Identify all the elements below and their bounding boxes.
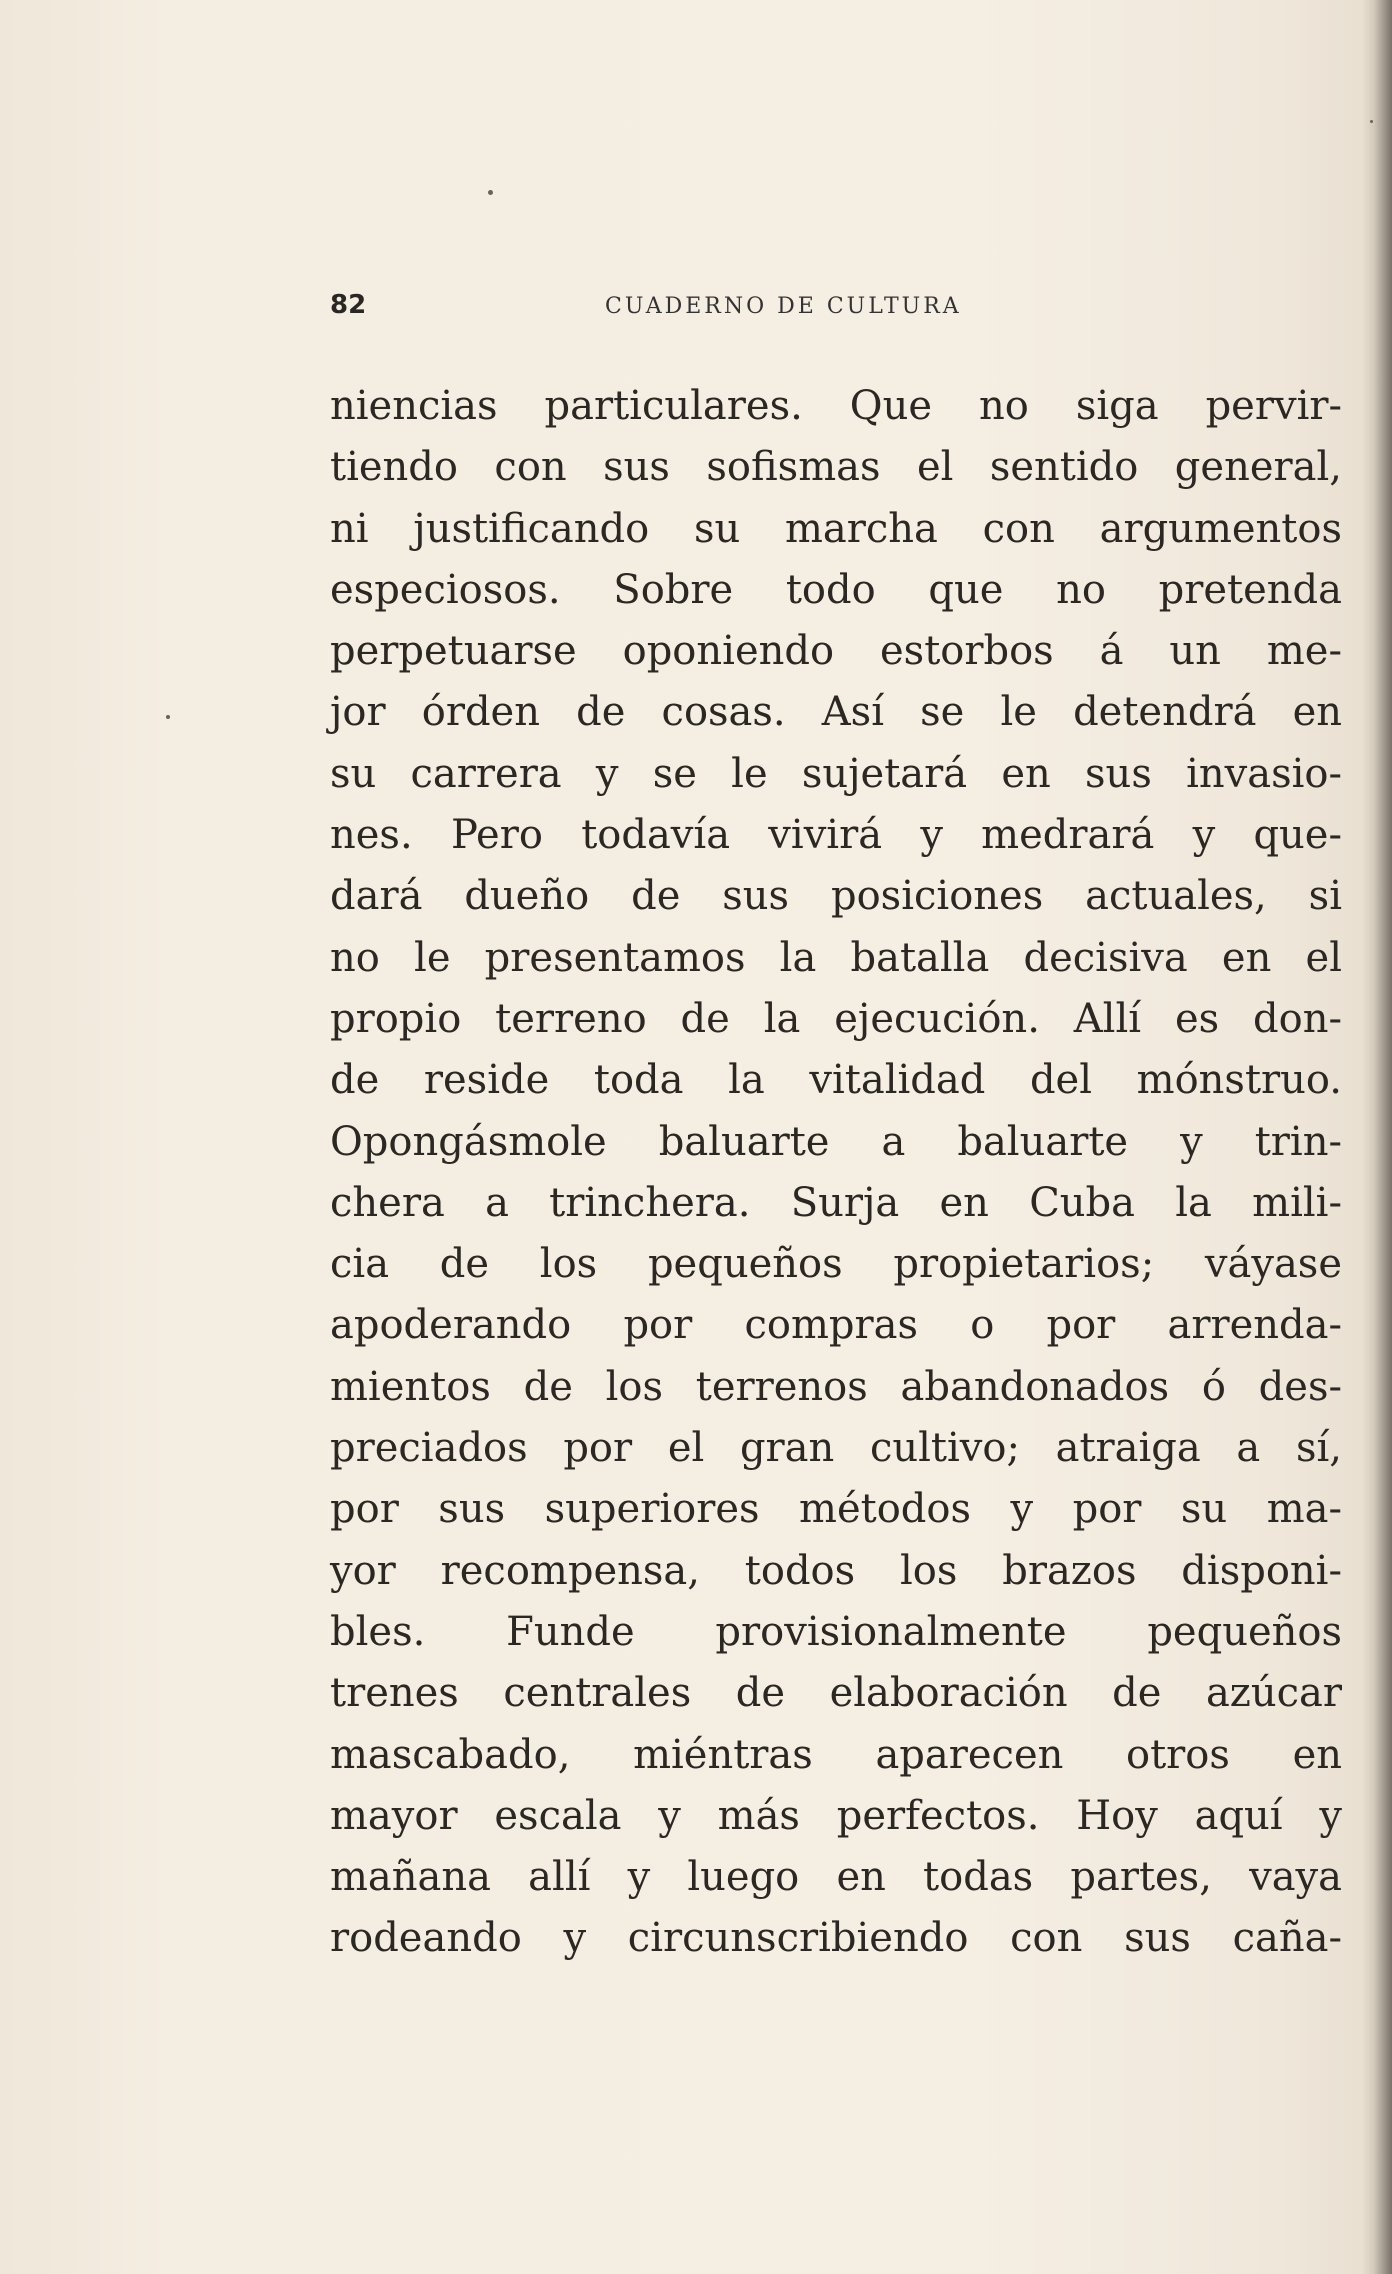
paper-speck bbox=[166, 715, 170, 719]
text-line: apoderando por compras o por arrenda- bbox=[330, 1302, 1342, 1349]
text-line: yor recompensa, todos los brazos disponi- bbox=[330, 1547, 1342, 1594]
text-line: mascabado, miéntras aparecen otros en bbox=[330, 1731, 1342, 1778]
text-line: mañana allí y luego en todas partes, vaya bbox=[330, 1854, 1342, 1901]
page-edge-shadow bbox=[1362, 0, 1392, 2274]
text-line: propio terreno de la ejecución. Allí es don- bbox=[330, 995, 1342, 1042]
text-line: nes. Pero todavía vivirá y medrará y que- bbox=[330, 812, 1342, 859]
text-line: tiendo con sus sofismas el sentido general, bbox=[330, 444, 1342, 491]
text-line: bles. Funde provisionalmente pequeños bbox=[330, 1608, 1342, 1655]
text-line: por sus superiores métodos y por su ma- bbox=[330, 1486, 1342, 1533]
paper-speck bbox=[488, 190, 493, 195]
page-number: 82 bbox=[330, 290, 367, 320]
text-line: su carrera y se le sujetará en sus invasio- bbox=[330, 750, 1342, 797]
text-line: Opongásmole baluarte a baluarte y trin- bbox=[330, 1118, 1342, 1165]
text-line: jor órden de cosas. Así se le detendrá en bbox=[330, 689, 1342, 736]
text-line: trenes centrales de elaboración de azúcar bbox=[330, 1670, 1342, 1717]
text-line: mientos de los terrenos abandonados ó des- bbox=[330, 1363, 1342, 1410]
text-line: de reside toda la vitalidad del mónstruo. bbox=[330, 1057, 1342, 1104]
text-line: especiosos. Sobre todo que no pretenda bbox=[330, 566, 1342, 613]
text-line: chera a trinchera. Surja en Cuba la mili- bbox=[330, 1179, 1342, 1226]
text-line: cia de los pequeños propietarios; váyase bbox=[330, 1241, 1342, 1288]
paper-speck bbox=[1370, 120, 1373, 123]
text-line: preciados por el gran cultivo; atraiga a sí, bbox=[330, 1425, 1342, 1472]
body-text bbox=[330, 376, 1342, 1970]
text-line: niencias particulares. Que no siga pervir- bbox=[330, 383, 1342, 429]
text-line: rodeando y circunscribiendo con sus caña- bbox=[330, 1915, 1342, 1962]
text-line: no le presentamos la batalla decisiva en el bbox=[330, 934, 1342, 981]
text-line: mayor escala y más perfectos. Hoy aquí y bbox=[330, 1792, 1342, 1839]
text-line: ni justificando su marcha con argumentos bbox=[330, 505, 1342, 552]
page-header bbox=[330, 290, 1340, 330]
running-head: CUADERNO DE CULTURA bbox=[605, 294, 962, 319]
text-line: perpetuarse oponiendo estorbos á un me- bbox=[330, 628, 1342, 675]
text-line: dará dueño de sus posiciones actuales, si bbox=[330, 873, 1342, 920]
